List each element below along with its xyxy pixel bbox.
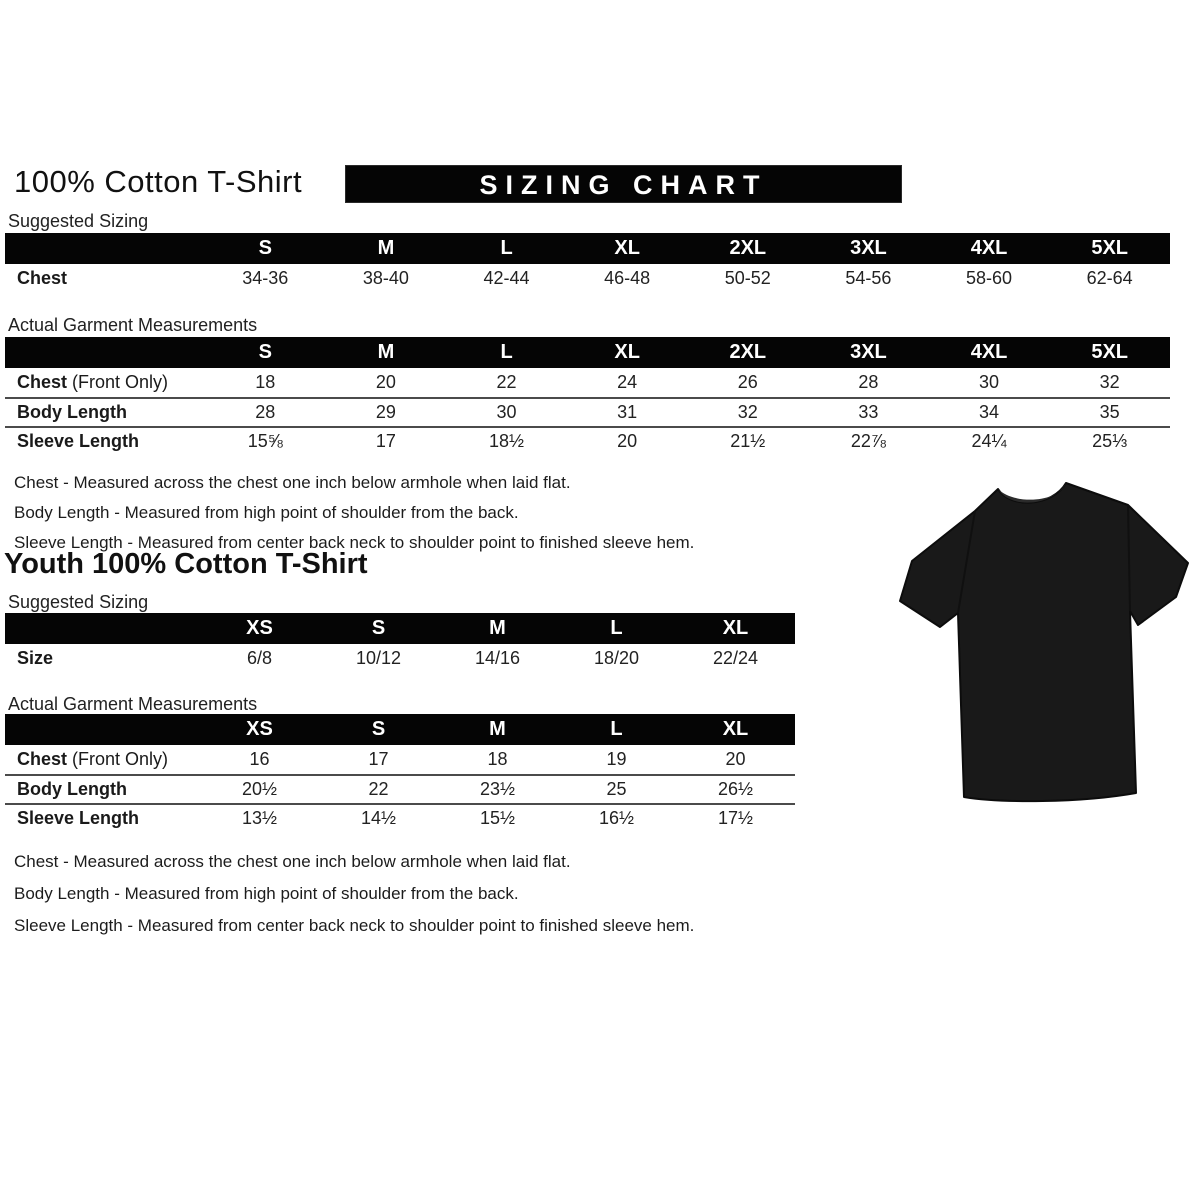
size-value-cell: 17 [368, 749, 389, 769]
sizing-chart-banner: SIZING CHART [345, 165, 902, 203]
size-value-cell: 18/20 [593, 648, 640, 668]
size-column-header: S [258, 237, 272, 259]
table-row [5, 426, 1170, 455]
size-value-cell: 26½ [717, 779, 754, 799]
size-value-cell: 38-40 [362, 268, 409, 288]
youth-suggested-sizing-label: Suggested Sizing [8, 592, 149, 612]
size-value-cell: 20 [375, 372, 396, 392]
size-column-header: 5XL [1091, 341, 1129, 363]
size-value-cell: 18 [255, 372, 276, 392]
size-value-cell: 13½ [241, 808, 278, 828]
table-row [5, 368, 1170, 397]
row-label: Body Length [17, 402, 127, 422]
size-column-header: S [371, 718, 386, 740]
size-column-header: M [489, 617, 506, 639]
size-value-cell: 17 [375, 431, 396, 451]
size-column-header: 5XL [1091, 237, 1129, 259]
adult-suggested-table [5, 233, 1170, 293]
size-value-cell: 28 [255, 402, 276, 422]
table-row [5, 397, 1170, 426]
size-value-cell: 24¼ [971, 431, 1007, 451]
table-row [5, 745, 795, 774]
size-column-header: 4XL [970, 341, 1008, 363]
size-value-cell: 30 [496, 402, 517, 422]
size-value-cell: 34 [979, 402, 1000, 422]
size-value-cell: 22⅞ [850, 431, 886, 451]
size-value-cell: 10/12 [355, 648, 402, 668]
note-line: Sleeve Length - Measured from center back neck to shoulder point to finished sleeve hem. [14, 533, 695, 552]
row-label: Body Length [17, 779, 127, 799]
size-value-cell: 22/24 [712, 648, 759, 668]
size-value-cell: 62-64 [1086, 268, 1133, 288]
size-value-cell: 16 [249, 749, 270, 769]
size-column-header: XS [246, 718, 273, 740]
size-value-cell: 16½ [598, 808, 635, 828]
row-label: Chest (Front Only) [17, 372, 169, 392]
size-value-cell: 20 [617, 431, 638, 451]
size-column-header: M [377, 341, 395, 363]
size-value-cell: 22 [496, 372, 517, 392]
size-value-cell: 32 [737, 402, 758, 422]
youth-notes [14, 846, 694, 942]
size-value-cell: 14/16 [474, 648, 521, 668]
table-row [5, 803, 795, 832]
table-row [5, 774, 795, 803]
youth-actual-measurements-label: Actual Garment Measurements [8, 694, 258, 714]
size-value-cell: 20½ [241, 779, 278, 799]
note-line: Sleeve Length - Measured from center back neck to shoulder point to finished sleeve hem. [14, 916, 695, 935]
size-column-header: XL [722, 617, 749, 639]
size-column-header: XS [246, 617, 273, 639]
size-value-cell: 31 [617, 402, 638, 422]
table-header-row [5, 337, 1170, 368]
size-value-cell: 15⅝ [247, 431, 283, 451]
size-column-header: L [500, 237, 513, 259]
size-value-cell: 18 [487, 749, 508, 769]
youth-title: Youth 100% Cotton T-Shirt [4, 548, 368, 580]
note-line: Body Length - Measured from high point of shoulder from the back. [14, 884, 519, 903]
row-label: Sleeve Length [17, 808, 140, 828]
table-row [5, 264, 1170, 293]
note-line: Body Length - Measured from high point of shoulder from the back. [14, 503, 519, 522]
size-column-header: L [610, 718, 623, 740]
table-header-row [5, 233, 1170, 264]
adult-actual-table [5, 337, 1170, 455]
table-header-row [5, 714, 795, 745]
size-value-cell: 50-52 [724, 268, 771, 288]
size-value-cell: 6/8 [246, 648, 273, 668]
tshirt-image [880, 462, 1200, 814]
size-value-cell: 32 [1099, 372, 1120, 392]
size-value-cell: 25 [606, 779, 627, 799]
size-column-header: L [500, 341, 513, 363]
size-column-header: S [258, 341, 272, 363]
size-column-header: 3XL [850, 237, 887, 259]
adult-suggested-sizing-label: Suggested Sizing [8, 211, 149, 231]
size-column-header: M [377, 237, 395, 259]
size-column-header: M [489, 718, 506, 740]
row-label: Sleeve Length [17, 431, 140, 451]
note-line: Chest - Measured across the chest one inch below armhole when laid flat. [14, 852, 571, 871]
size-value-cell: 25⅓ [1092, 431, 1128, 451]
size-value-cell: 26 [737, 372, 758, 392]
table-header-row [5, 613, 795, 644]
size-value-cell: 58-60 [966, 268, 1013, 288]
size-value-cell: 33 [858, 402, 879, 422]
size-column-header: 2XL [729, 341, 767, 363]
size-value-cell: 54-56 [845, 268, 892, 288]
size-column-header: 3XL [850, 341, 887, 363]
size-value-cell: 46-48 [604, 268, 651, 288]
size-value-cell: 14½ [360, 808, 397, 828]
size-value-cell: 22 [368, 779, 389, 799]
size-value-cell: 19 [606, 749, 627, 769]
size-value-cell: 30 [979, 372, 1000, 392]
row-label: Size [17, 648, 54, 668]
tshirt-body [900, 483, 1188, 801]
table-row [5, 644, 795, 673]
size-value-cell: 15½ [479, 808, 516, 828]
size-column-header: XL [614, 341, 640, 363]
size-column-header: S [371, 617, 386, 639]
size-column-header: L [610, 617, 623, 639]
size-column-header: XL [722, 718, 749, 740]
size-value-cell: 42-44 [483, 268, 530, 288]
size-value-cell: 21½ [730, 431, 766, 451]
size-value-cell: 23½ [479, 779, 516, 799]
page-title: 100% Cotton T-Shirt [14, 164, 303, 199]
size-column-header: XL [614, 237, 640, 259]
row-label: Chest (Front Only) [17, 749, 169, 769]
size-value-cell: 17½ [717, 808, 754, 828]
size-value-cell: 29 [375, 402, 396, 422]
size-column-header: 4XL [970, 237, 1008, 259]
size-value-cell: 24 [617, 372, 638, 392]
youth-suggested-table [5, 613, 795, 673]
size-value-cell: 34-36 [242, 268, 289, 288]
youth-actual-table [5, 714, 795, 832]
size-value-cell: 20 [725, 749, 746, 769]
adult-actual-measurements-label: Actual Garment Measurements [8, 315, 258, 335]
size-value-cell: 35 [1099, 402, 1120, 422]
adult-notes [14, 468, 694, 558]
size-value-cell: 18½ [489, 431, 525, 451]
size-value-cell: 28 [858, 372, 879, 392]
note-line: Chest - Measured across the chest one inch below armhole when laid flat. [14, 473, 571, 492]
row-label: Chest [17, 268, 68, 288]
size-column-header: 2XL [729, 237, 767, 259]
